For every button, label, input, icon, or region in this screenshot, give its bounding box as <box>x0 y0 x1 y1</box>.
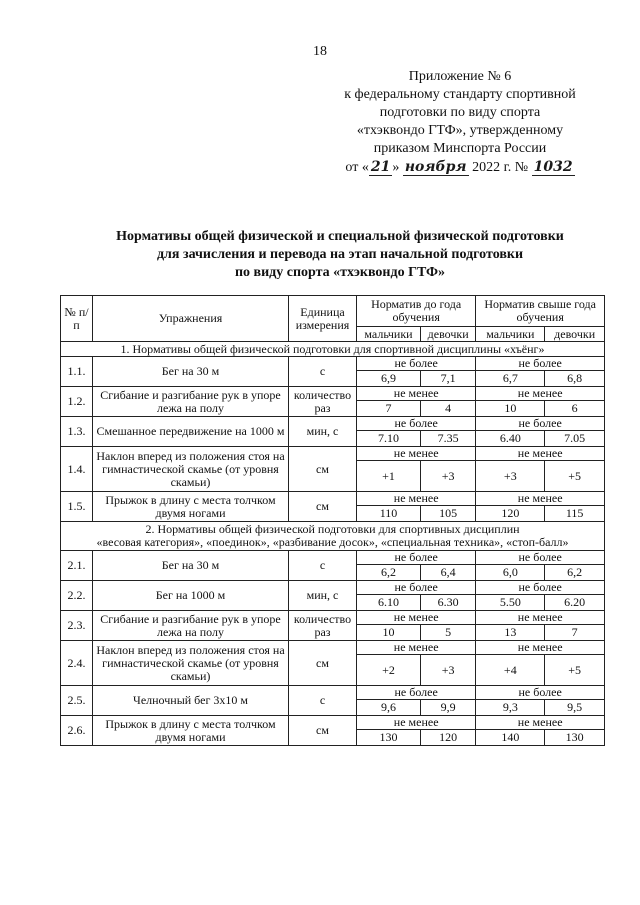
row-num: 2.3. <box>61 611 93 641</box>
row-unit: с <box>289 357 357 387</box>
handwritten-day: 21 <box>370 159 391 175</box>
appendix-line: Приложение № 6 <box>408 69 512 84</box>
row-condition: не менее <box>476 447 605 461</box>
value-boys-before: 6,2 <box>357 565 421 581</box>
handwritten-number: 1032 <box>533 159 573 175</box>
header-boys: мальчики <box>476 327 545 342</box>
row-condition: не более <box>476 686 605 700</box>
value-girls-after: 6,2 <box>545 565 605 581</box>
table-row <box>61 551 605 565</box>
row-unit: мин, с <box>289 417 357 447</box>
header-norm-before: Норматив до года обучения <box>357 296 476 327</box>
row-unit: см <box>289 447 357 492</box>
value-girls-after: 115 <box>545 506 605 522</box>
row-condition: не менее <box>357 611 476 625</box>
row-condition: не менее <box>476 641 605 655</box>
value-girls-after: +5 <box>545 461 605 492</box>
row-num: 1.1. <box>61 357 93 387</box>
value-boys-before: 9,6 <box>357 700 421 716</box>
value-girls-after: +5 <box>545 655 605 686</box>
value-girls-before: 9,9 <box>420 700 475 716</box>
table-row <box>61 357 605 371</box>
row-unit: см <box>289 492 357 522</box>
value-boys-after: 5.50 <box>476 595 545 611</box>
header-boys: мальчики <box>357 327 421 342</box>
section-2-title: 2. Нормативы общей физической подготовки для спортивных дисциплин «весовая категория», «поединок», «разбивание досок», «специальная техника», «стоп-балл» <box>61 522 605 551</box>
table-row <box>61 387 605 401</box>
row-condition: не менее <box>357 447 476 461</box>
table-row <box>61 492 605 506</box>
row-num: 2.2. <box>61 581 93 611</box>
value-girls-before: 7,1 <box>420 371 475 387</box>
row-condition: не более <box>476 581 605 595</box>
value-boys-before: 6.10 <box>357 595 421 611</box>
row-num: 2.1. <box>61 551 93 581</box>
value-boys-after: 9,3 <box>476 700 545 716</box>
row-unit: с <box>289 686 357 716</box>
row-exercise: Бег на 30 м <box>93 357 289 387</box>
row-num: 1.3. <box>61 417 93 447</box>
value-boys-before: 7.10 <box>357 431 421 447</box>
value-girls-before: 4 <box>420 401 475 417</box>
value-girls-before: 6.30 <box>420 595 475 611</box>
row-exercise: Сгибание и разгибание рук в упоре лежа на полу <box>93 387 289 417</box>
row-exercise: Прыжок в длину с места толчком двумя ногами <box>93 492 289 522</box>
table-row <box>61 686 605 700</box>
value-boys-after: 6,7 <box>476 371 545 387</box>
row-exercise: Бег на 1000 м <box>93 581 289 611</box>
value-girls-after: 130 <box>545 730 605 746</box>
table-row <box>61 611 605 625</box>
row-condition: не более <box>357 357 476 371</box>
value-boys-before: 130 <box>357 730 421 746</box>
header-norm-after: Норматив свыше года обучения <box>476 296 605 327</box>
row-exercise: Сгибание и разгибание рук в упоре лежа на полу <box>93 611 289 641</box>
appendix-block <box>310 68 610 177</box>
row-unit: количество раз <box>289 387 357 417</box>
row-condition: не менее <box>357 387 476 401</box>
value-boys-after: 10 <box>476 401 545 417</box>
row-exercise: Наклон вперед из положения стоя на гимнастической скамье (от уровня скамьи) <box>93 447 289 492</box>
section-1-row <box>61 342 605 357</box>
handwritten-month: ноября <box>404 159 467 175</box>
row-condition: не менее <box>357 716 476 730</box>
page-number: 18 <box>313 44 327 59</box>
row-unit: количество раз <box>289 611 357 641</box>
value-girls-after: 9,5 <box>545 700 605 716</box>
row-condition: не менее <box>357 641 476 655</box>
value-boys-before: 110 <box>357 506 421 522</box>
document-title: Нормативы общей физической и специальной физической подготовки для зачисления и перевода на этап начальной подготовки по виду спорта «тхэквондо ГТФ» <box>116 229 564 280</box>
value-boys-after: 120 <box>476 506 545 522</box>
value-girls-before: 7.35 <box>420 431 475 447</box>
row-condition: не более <box>357 686 476 700</box>
header-num: № п/п <box>61 296 93 342</box>
header-unit: Единица измерения <box>289 296 357 342</box>
value-boys-before: 6,9 <box>357 371 421 387</box>
value-boys-before: +1 <box>357 461 421 492</box>
value-boys-before: +2 <box>357 655 421 686</box>
order-date-line: от « 21 » ноября 2022 г. № 1032 <box>345 159 573 175</box>
table-row <box>61 417 605 431</box>
value-girls-after: 7.05 <box>545 431 605 447</box>
value-girls-before: 120 <box>420 730 475 746</box>
value-girls-after: 6,8 <box>545 371 605 387</box>
row-condition: не менее <box>476 387 605 401</box>
norms-table <box>60 295 605 746</box>
value-girls-before: 5 <box>420 625 475 641</box>
value-boys-before: 7 <box>357 401 421 417</box>
table-row <box>61 641 605 655</box>
header-girls: девочки <box>420 327 475 342</box>
value-boys-after: +3 <box>476 461 545 492</box>
row-num: 1.2. <box>61 387 93 417</box>
table-row <box>61 581 605 595</box>
row-condition: не более <box>476 417 605 431</box>
value-girls-after: 7 <box>545 625 605 641</box>
row-condition: не менее <box>476 492 605 506</box>
value-boys-before: 10 <box>357 625 421 641</box>
row-exercise: Бег на 30 м <box>93 551 289 581</box>
row-condition: не более <box>476 357 605 371</box>
header-exercise: Упражнения <box>93 296 289 342</box>
row-unit: мин, с <box>289 581 357 611</box>
row-unit: с <box>289 551 357 581</box>
value-girls-before: +3 <box>420 461 475 492</box>
row-condition: не более <box>357 551 476 565</box>
row-condition: не более <box>357 581 476 595</box>
table-row <box>61 716 605 730</box>
row-exercise: Наклон вперед из положения стоя на гимнастической скамье (от уровня скамьи) <box>93 641 289 686</box>
header-girls: девочки <box>545 327 605 342</box>
row-condition: не менее <box>357 492 476 506</box>
value-girls-before: 105 <box>420 506 475 522</box>
value-boys-after: 6,0 <box>476 565 545 581</box>
row-num: 2.5. <box>61 686 93 716</box>
appendix-line: приказом Минспорта России <box>373 141 547 156</box>
value-girls-before: +3 <box>420 655 475 686</box>
row-exercise: Смешанное передвижение на 1000 м <box>93 417 289 447</box>
table-row <box>61 447 605 461</box>
row-condition: не более <box>357 417 476 431</box>
appendix-line: к федеральному стандарту спортивной <box>344 87 576 102</box>
row-num: 1.4. <box>61 447 93 492</box>
row-num: 2.6. <box>61 716 93 746</box>
appendix-line: подготовки по виду спорта <box>379 105 541 120</box>
row-unit: см <box>289 716 357 746</box>
value-boys-after: 6.40 <box>476 431 545 447</box>
value-girls-after: 6 <box>545 401 605 417</box>
row-exercise: Прыжок в длину с места толчком двумя ногами <box>93 716 289 746</box>
row-exercise: Челночный бег 3x10 м <box>93 686 289 716</box>
value-boys-after: +4 <box>476 655 545 686</box>
table-header-row <box>61 296 605 327</box>
row-num: 1.5. <box>61 492 93 522</box>
value-boys-after: 140 <box>476 730 545 746</box>
row-condition: не менее <box>476 716 605 730</box>
section-1-title: 1. Нормативы общей физической подготовки для спортивной дисциплины «хъёнг» <box>61 342 605 357</box>
value-boys-after: 13 <box>476 625 545 641</box>
section-2-row <box>61 522 605 551</box>
value-girls-after: 6.20 <box>545 595 605 611</box>
row-unit: см <box>289 641 357 686</box>
appendix-line: «тхэквондо ГТФ», утвержденному <box>356 123 564 138</box>
row-num: 2.4. <box>61 641 93 686</box>
row-condition: не менее <box>476 611 605 625</box>
row-condition: не более <box>476 551 605 565</box>
value-girls-before: 6,4 <box>420 565 475 581</box>
